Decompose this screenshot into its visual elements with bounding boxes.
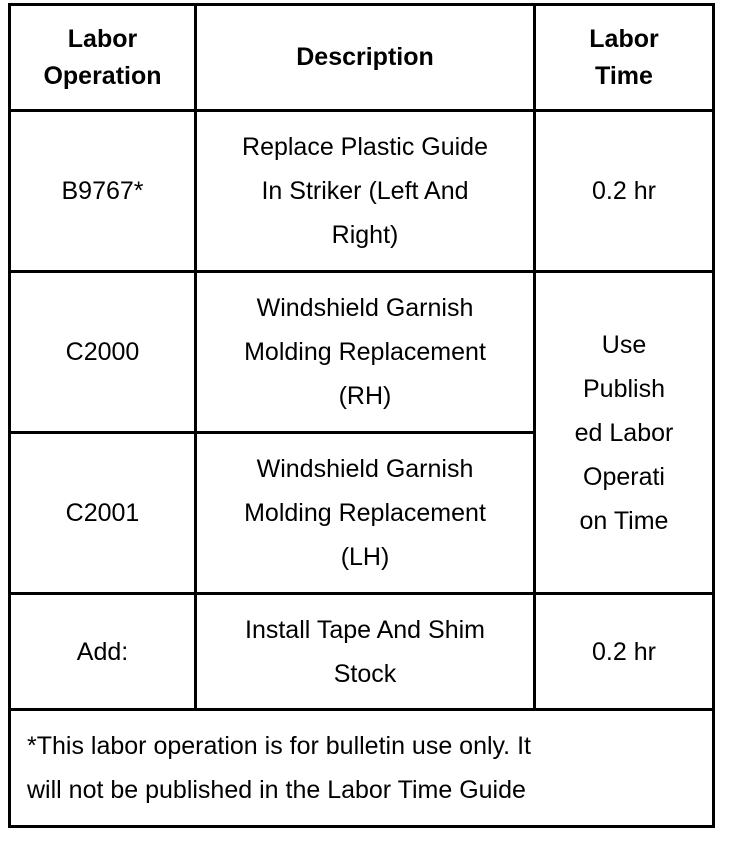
- description-line: Molding Replacement: [244, 499, 486, 527]
- footnote-row: [10, 710, 714, 827]
- header-labor-operation: [10, 5, 196, 111]
- operation-cell: Add:: [10, 594, 196, 710]
- description-line: (LH): [340, 543, 390, 571]
- labor-time-table: [8, 3, 715, 828]
- description-cell: [196, 594, 535, 710]
- merged-time-line: Operati: [583, 462, 665, 491]
- time-cell: 0.2 hr: [535, 594, 714, 710]
- description-cell: [196, 111, 535, 272]
- header-labor-time-line: Labor: [589, 24, 659, 53]
- header-description-text: Description: [296, 43, 434, 71]
- description-line: Windshield Garnish: [256, 455, 474, 483]
- description-cell: [196, 433, 535, 594]
- merged-time-line: Publish: [583, 374, 665, 403]
- header-labor-time: [535, 5, 714, 111]
- header-labor-time-line: Time: [595, 61, 653, 90]
- header-labor-operation-line: Operation: [43, 61, 162, 90]
- header-labor-operation-line: Labor: [67, 24, 138, 53]
- table-row: [10, 594, 714, 710]
- merged-time-line: on Time: [579, 506, 669, 535]
- merged-time-cell: [535, 272, 714, 594]
- header-description: [196, 5, 535, 111]
- operation-cell: B9767*: [10, 111, 196, 272]
- merged-time-line: Use: [601, 330, 647, 359]
- description-cell: [196, 272, 535, 433]
- description-line: Install Tape And Shim: [245, 615, 485, 644]
- description-line: (RH): [338, 382, 392, 410]
- description-line: Replace Plastic Guide: [242, 133, 488, 161]
- description-line: Molding Replacement: [244, 338, 486, 366]
- table-row: [10, 272, 714, 433]
- table-header-row: [10, 5, 714, 111]
- description-line: Windshield Garnish: [256, 294, 474, 322]
- description-line: Right): [331, 221, 399, 249]
- operation-cell: C2001: [10, 433, 196, 594]
- table-row: [10, 111, 714, 272]
- time-cell: 0.2 hr: [535, 111, 714, 272]
- description-line: Stock: [333, 659, 397, 688]
- footnote-line: will not be published in the Labor Time Guide: [27, 776, 526, 804]
- description-line: In Striker (Left And: [261, 177, 469, 205]
- footnote-cell: [10, 710, 714, 827]
- operation-cell: C2000: [10, 272, 196, 433]
- merged-time-line: ed Labor: [574, 418, 674, 447]
- footnote-line: *This labor operation is for bulletin use only. It: [27, 732, 531, 760]
